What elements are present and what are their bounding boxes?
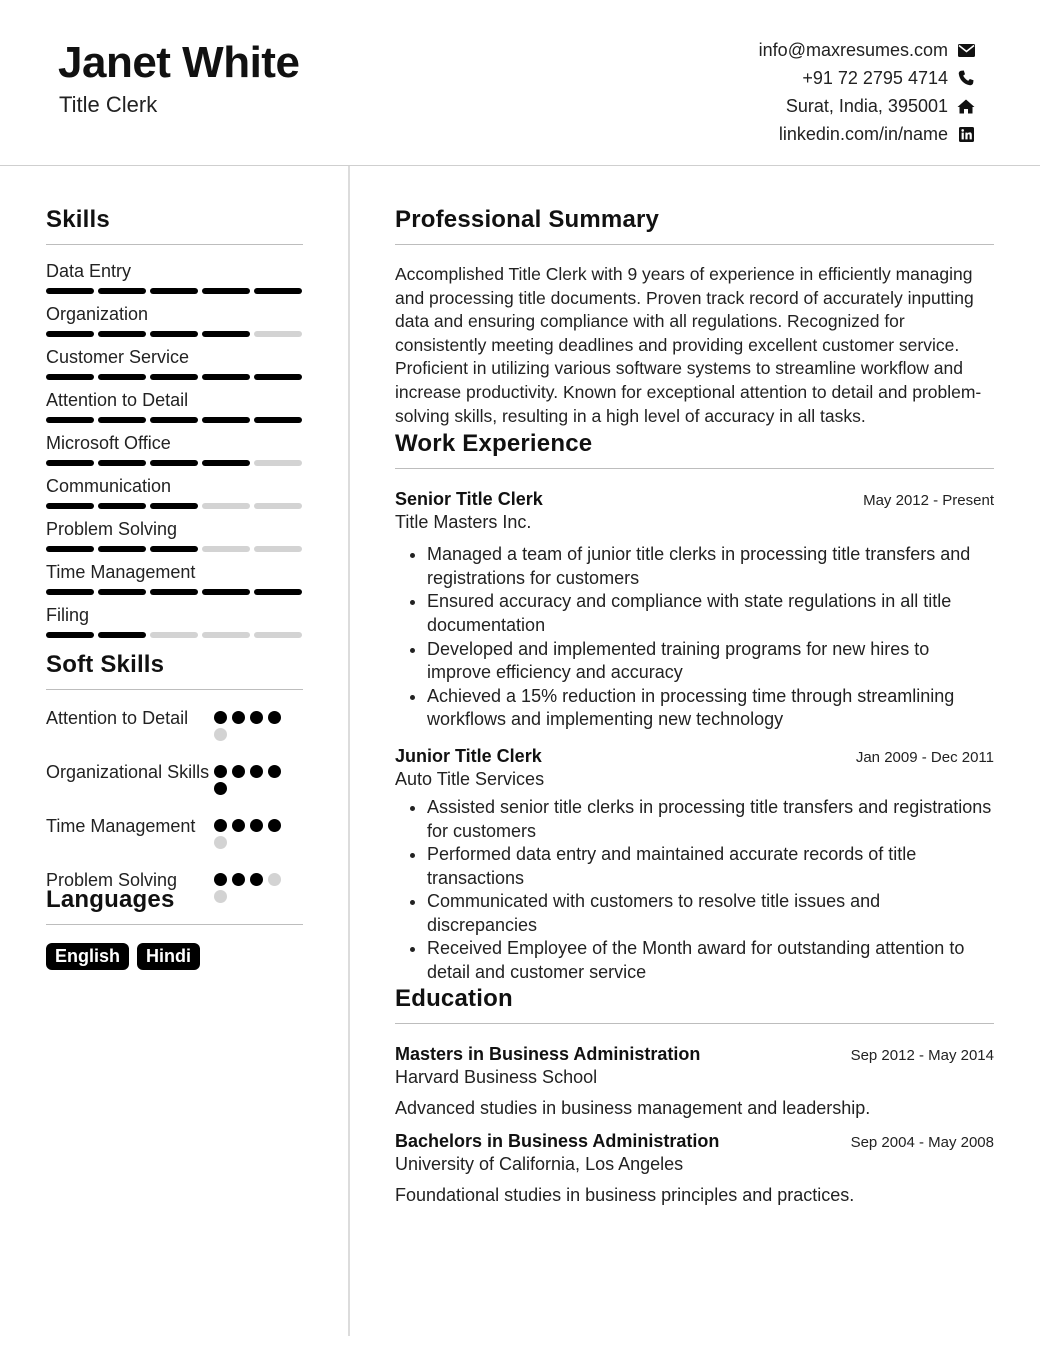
soft-skill-rating: [214, 760, 294, 795]
skill-level-segment: [254, 546, 302, 552]
skill-level-segment: [202, 288, 250, 294]
skill-level-segment: [98, 460, 146, 466]
skills-list: [46, 259, 303, 646]
skill-name: Communication: [46, 476, 172, 496]
job-date: May 2012 - Present: [863, 492, 994, 510]
skill-level-bar: [46, 546, 303, 552]
skill-name: Problem Solving: [46, 519, 178, 539]
skill-level-segment: [46, 417, 94, 423]
soft-skill-item: [46, 814, 303, 868]
job-bullet: • Communicated with customers to resolve title issues and discrepancies: [427, 890, 994, 937]
contact-linkedin-text: linkedin.com/in/name: [778, 123, 948, 144]
contact-info: [759, 36, 976, 148]
right-column: [395, 206, 994, 1206]
skill-level-segment: [150, 503, 198, 509]
contact-address-text: Surat, India, 395001: [785, 95, 948, 116]
skill-item: [46, 345, 303, 388]
job-title: Junior Title Clerk: [395, 745, 542, 766]
skill-level-segment: [46, 288, 94, 294]
summary-text: Accomplished Title Clerk with 9 years of experience in efficiently managing and processing title documents. Proven track record of accurately inputting data and ensuring compliance with all regulations. Recognized for consistently meeting deadlines and providing excellent customer service. Proficient in utilizing various software systems to streamline workflow and increase productivity. Known for exceptional attention to detail and problem-solving skills, resulting in a high level of accuracy in all tasks.: [395, 264, 982, 426]
skill-level-segment: [254, 632, 302, 638]
job-bullets: [395, 543, 994, 732]
job-bullet: • Assisted senior title clerks in processing title transfers and registrations for customers: [427, 796, 994, 843]
skill-level-segment: [150, 374, 198, 380]
skill-level-segment: [254, 417, 302, 423]
skill-level-bar: [46, 632, 303, 638]
skill-level-segment: [98, 288, 146, 294]
skill-level-segment: [98, 417, 146, 423]
language-tag: Hindi: [137, 943, 200, 970]
education-date: Sep 2012 - May 2014: [850, 1046, 994, 1064]
job-date: Jan 2009 - Dec 2011: [855, 748, 994, 766]
skill-level-segment: [254, 503, 302, 509]
soft-skill-item: [46, 706, 303, 760]
skill-level-segment: [254, 331, 302, 337]
skill-level-segment: [98, 374, 146, 380]
job-entry: [395, 746, 994, 985]
job-bullet: • Performed data entry and maintained accurate records of title transactions: [427, 843, 994, 890]
job-bullets: [395, 796, 994, 985]
skill-level-segment: [254, 288, 302, 294]
skill-level-segment: [254, 589, 302, 595]
job-company: Title Masters Inc.: [395, 512, 532, 533]
home-icon: [956, 97, 976, 115]
rating-dot: [232, 711, 245, 724]
left-column: [46, 206, 303, 970]
skill-level-segment: [150, 589, 198, 595]
education-school: Harvard Business School: [395, 1066, 598, 1087]
skill-level-segment: [46, 546, 94, 552]
education-heading: Education: [395, 985, 994, 1024]
skill-level-segment: [202, 589, 250, 595]
rating-dot: [250, 873, 263, 886]
skill-name: Microsoft Office: [46, 433, 171, 453]
education-degree: Masters in Business Administration: [395, 1043, 701, 1064]
soft-skill-name: Time Management: [46, 816, 196, 836]
skill-level-segment: [254, 374, 302, 380]
skill-level-segment: [46, 331, 94, 337]
job-header: [395, 489, 994, 510]
rating-dot: [214, 890, 227, 903]
skill-item: [46, 431, 303, 474]
skill-name: Organization: [46, 304, 149, 324]
job-company: Auto Title Services: [395, 768, 545, 789]
summary-heading: Professional Summary: [395, 206, 994, 245]
education-date: Sep 2004 - May 2008: [850, 1133, 994, 1151]
skill-level-segment: [202, 632, 250, 638]
job-entry: [395, 489, 994, 732]
skill-name: Data Entry: [46, 261, 132, 281]
skill-level-segment: [46, 503, 94, 509]
resume-header: [0, 0, 1040, 166]
soft-skill-name: Problem Solving: [46, 870, 178, 890]
contact-phone-text: +91 72 2795 4714: [802, 67, 948, 88]
skill-level-bar: [46, 589, 303, 595]
skill-level-segment: [202, 417, 250, 423]
rating-dot: [250, 765, 263, 778]
skill-item: [46, 560, 303, 603]
skill-name: Attention to Detail: [46, 390, 189, 410]
education-description: Advanced studies in business management and leadership.: [395, 1097, 871, 1118]
soft-skill-name: Organizational Skills: [46, 762, 210, 782]
skill-level-bar: [46, 374, 303, 380]
skill-level-segment: [98, 632, 146, 638]
rating-dot: [214, 765, 227, 778]
skill-name: Customer Service: [46, 347, 190, 367]
rating-dot: [268, 765, 281, 778]
skill-level-bar: [46, 288, 303, 294]
skill-level-segment: [150, 417, 198, 423]
soft-skill-rating: [214, 706, 294, 741]
rating-dot: [214, 836, 227, 849]
skill-item: [46, 388, 303, 431]
skill-level-segment: [150, 632, 198, 638]
education-header: [395, 1044, 994, 1065]
education-entry: [395, 1044, 994, 1119]
soft-skills-list: [46, 706, 303, 898]
column-divider: [348, 166, 350, 1336]
soft-skill-rating: [214, 868, 294, 903]
skill-name: Time Management: [46, 562, 196, 582]
languages-list: [46, 943, 303, 970]
phone-icon: [956, 69, 976, 87]
skill-item: [46, 474, 303, 517]
skill-item: [46, 603, 303, 646]
rating-dot: [250, 819, 263, 832]
skill-level-segment: [202, 331, 250, 337]
skill-level-bar: [46, 417, 303, 423]
rating-dot: [250, 711, 263, 724]
skill-level-segment: [46, 374, 94, 380]
skill-level-segment: [46, 632, 94, 638]
soft-skill-rating: [214, 814, 294, 849]
rating-dot: [214, 711, 227, 724]
skill-level-segment: [98, 331, 146, 337]
skill-level-bar: [46, 503, 303, 509]
job-title: Senior Title Clerk: [395, 489, 543, 510]
contact-phone[interactable]: [759, 64, 976, 92]
candidate-name: Janet White: [58, 38, 300, 87]
skill-level-segment: [98, 503, 146, 509]
education-list: [395, 1044, 994, 1206]
skill-level-segment: [150, 288, 198, 294]
skill-level-segment: [150, 331, 198, 337]
skill-level-segment: [254, 460, 302, 466]
experience-list: [395, 489, 994, 985]
skill-level-segment: [202, 503, 250, 509]
skill-level-segment: [46, 460, 94, 466]
contact-email[interactable]: [759, 36, 976, 64]
rating-dot: [214, 728, 227, 741]
languages-heading: Languages: [46, 886, 303, 925]
skill-level-segment: [202, 374, 250, 380]
contact-email-text: info@maxresumes.com: [758, 39, 948, 60]
education-header: [395, 1131, 994, 1152]
soft-skills-heading: Soft Skills: [46, 651, 303, 690]
rating-dot: [232, 873, 245, 886]
linkedin-icon: [956, 125, 976, 143]
skill-level-segment: [98, 546, 146, 552]
education-school: University of California, Los Angeles: [395, 1153, 684, 1174]
envelope-icon: [956, 41, 976, 59]
job-bullet: • Received Employee of the Month award for outstanding attention to detail and customer service: [427, 937, 994, 984]
skill-level-segment: [150, 546, 198, 552]
skill-level-bar: [46, 331, 303, 337]
soft-skill-item: [46, 760, 303, 814]
job-bullet: • Developed and implemented training programs for new hires to improve efficiency and accuracy: [427, 638, 994, 685]
contact-linkedin[interactable]: [759, 120, 976, 148]
education-entry: [395, 1131, 994, 1206]
skill-level-segment: [98, 589, 146, 595]
skill-name: Filing: [46, 605, 90, 625]
rating-dot: [232, 819, 245, 832]
skill-level-segment: [202, 546, 250, 552]
job-bullet: • Ensured accuracy and compliance with state regulations in all title documentation: [427, 590, 994, 637]
rating-dot: [214, 819, 227, 832]
rating-dot: [214, 873, 227, 886]
skill-item: [46, 302, 303, 345]
education-description: Foundational studies in business principles and practices.: [395, 1184, 855, 1205]
skill-item: [46, 517, 303, 560]
rating-dot: [268, 873, 281, 886]
rating-dot: [268, 819, 281, 832]
skill-level-segment: [46, 589, 94, 595]
skill-item: [46, 259, 303, 302]
experience-heading: Work Experience: [395, 430, 994, 469]
soft-skill-name: Attention to Detail: [46, 708, 189, 728]
job-header: [395, 746, 994, 767]
education-degree: Bachelors in Business Administration: [395, 1130, 720, 1151]
rating-dot: [232, 765, 245, 778]
rating-dot: [268, 711, 281, 724]
rating-dot: [214, 782, 227, 795]
skills-heading: Skills: [46, 206, 303, 245]
skill-level-bar: [46, 460, 303, 466]
contact-address: [759, 92, 976, 120]
job-bullet: • Managed a team of junior title clerks in processing title transfers and registrations for customers: [427, 543, 994, 590]
language-tag: English: [46, 943, 129, 970]
skill-level-segment: [202, 460, 250, 466]
candidate-title: Title Clerk: [59, 92, 158, 117]
job-bullet: • Achieved a 15% reduction in processing time through streamlining workflows and implementing new technology: [427, 685, 994, 732]
skill-level-segment: [150, 460, 198, 466]
